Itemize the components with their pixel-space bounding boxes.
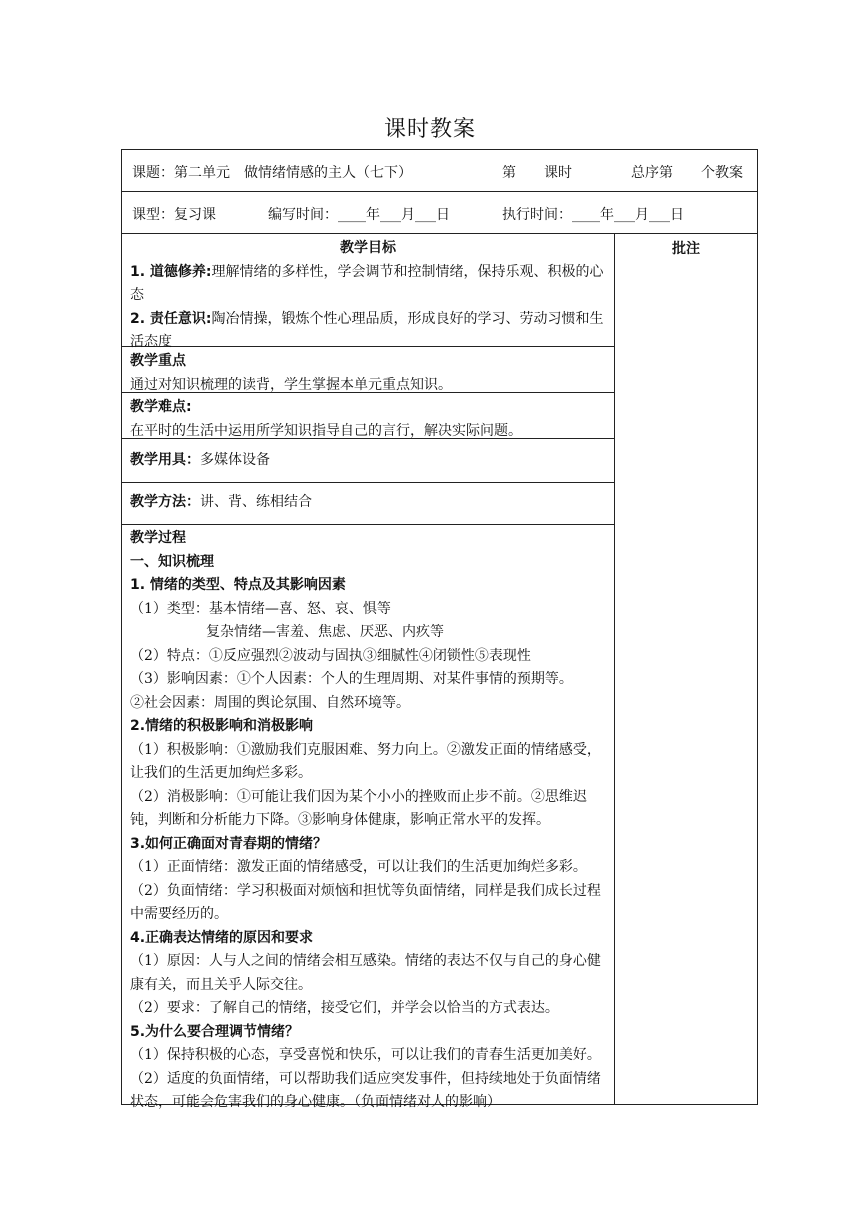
process-part-1: 一、知识梳理 bbox=[130, 553, 214, 570]
methods-text: 讲、背、练相结合 bbox=[200, 494, 312, 510]
tools-label: 教学用具： bbox=[130, 452, 200, 468]
section-3-title: 3.如何正确面对青春期的情绪？ bbox=[130, 835, 328, 852]
section-5-line-1: （1）保持积极的心态，享受喜悦和快乐，可以让我们的青春生活更加美好。 bbox=[130, 1047, 601, 1063]
written-date-field: 编写时间：____年___月___日 bbox=[268, 207, 450, 223]
difficulties-section bbox=[122, 393, 614, 439]
section-4-line-2: （2）要求：了解自己的情绪，接受它们，并学会以恰当的方式表达。 bbox=[130, 1000, 559, 1016]
annotation-heading: 批注 bbox=[672, 241, 700, 257]
order-number-field: 总序第 个教案 bbox=[631, 165, 743, 181]
tools-text: 多媒体设备 bbox=[200, 452, 270, 468]
section-2-line-2: （2）消极影响：①可能让我们因为某个小小的挫败而止步不前。②思维迟钝，判断和分析能力下降。③影响身体健康，影响正常水平的发挥。 bbox=[130, 788, 587, 828]
section-5-line-2: （2）适度的负面情绪，可以帮助我们适应突发事件，但持续地处于负面情绪状态，可能会危害我们的身心健康。（负面情绪对人的影响） bbox=[130, 1070, 601, 1110]
lesson-number-field: 第 课时 bbox=[502, 165, 572, 181]
goal-item-1 bbox=[130, 261, 606, 308]
section-2-line-1: （1）积极影响：①激励我们克服困难、努力向上。②激发正面的情绪感受，让我们的生活更加绚烂多彩。 bbox=[130, 741, 601, 781]
section-1-line-1: （1）类型：基本情绪—喜、怒、哀、惧等 bbox=[130, 600, 391, 617]
section-3-line-1: （1）正面情绪：激发正面的情绪感受，可以让我们的生活更加绚烂多彩。 bbox=[130, 859, 587, 875]
header-row-type bbox=[122, 192, 757, 234]
executed-date-field: 执行时间：____年___月___日 bbox=[502, 207, 684, 223]
section-1-line-4: （3）影响因素：①个人因素：个人的生理周期、对某件事情的预期等。 bbox=[130, 671, 573, 687]
annotation-column bbox=[615, 234, 757, 1104]
page-title: 课时教案 bbox=[383, 117, 476, 142]
lesson-plan-table bbox=[121, 149, 758, 1110]
key-points-text: 通过对知识梳理的读背，学生掌握本单元重点知识。 bbox=[130, 376, 452, 393]
section-5-title: 5.为什么要合理调节情绪？ bbox=[130, 1023, 300, 1040]
lesson-type-field: 课型：复习课 bbox=[132, 207, 216, 223]
key-points-heading: 教学重点 bbox=[130, 353, 186, 369]
methods-label: 教学方法： bbox=[130, 494, 200, 510]
goal-2-text: 陶冶情操，锻炼个性心理品质，形成良好的学习、劳动习惯和生活态度 bbox=[130, 310, 604, 350]
difficulties-text: 在平时的生活中运用所学知识指导自己的言行，解决实际问题。 bbox=[130, 422, 522, 439]
section-4-line-1: （1）原因：人与人之间的情绪会相互感染。情绪的表达不仅与自己的身心健康有关，而且关乎人际交往。 bbox=[130, 953, 601, 993]
section-1-line-5: ②社会因素：周围的舆论氛围、自然环境等。 bbox=[130, 694, 410, 711]
section-4-title: 4.正确表达情绪的原因和要求 bbox=[130, 929, 314, 946]
section-1-line-2: 复杂情绪—害羞、焦虑、厌恶、内疚等 bbox=[206, 624, 444, 640]
process-section bbox=[122, 525, 614, 1110]
tools-section bbox=[122, 439, 614, 483]
methods-section bbox=[122, 483, 614, 525]
goal-1-text: 理解情绪的多样性，学会调节和控制情绪，保持乐观、积极的心态 bbox=[130, 263, 604, 303]
goals-section bbox=[122, 234, 614, 350]
section-3-line-2: （2）负面情绪：学习积极面对烦恼和担忧等负面情绪，同样是我们成长过程中需要经历的。 bbox=[130, 882, 601, 922]
main-column bbox=[122, 234, 615, 1110]
goal-2-label: 2. 责任意识: bbox=[130, 310, 212, 327]
header-row-topic bbox=[122, 150, 757, 192]
key-points-section bbox=[122, 347, 614, 393]
topic-field: 课题：第二单元 做情绪情感的主人（七下） bbox=[132, 165, 412, 181]
goals-heading: 教学目标 bbox=[340, 240, 396, 256]
process-heading: 教学过程 bbox=[130, 530, 186, 546]
difficulties-heading: 教学难点: bbox=[130, 399, 192, 415]
section-1-line-3: （2）特点：①反应强烈②波动与固执③细腻性④闭锁性⑤表现性 bbox=[130, 647, 531, 664]
section-1-title: 1. 情绪的类型、特点及其影响因素 bbox=[130, 577, 346, 593]
section-2-title: 2.情绪的积极影响和消极影响 bbox=[130, 718, 314, 734]
goal-1-label: 1. 道德修养: bbox=[130, 263, 212, 280]
